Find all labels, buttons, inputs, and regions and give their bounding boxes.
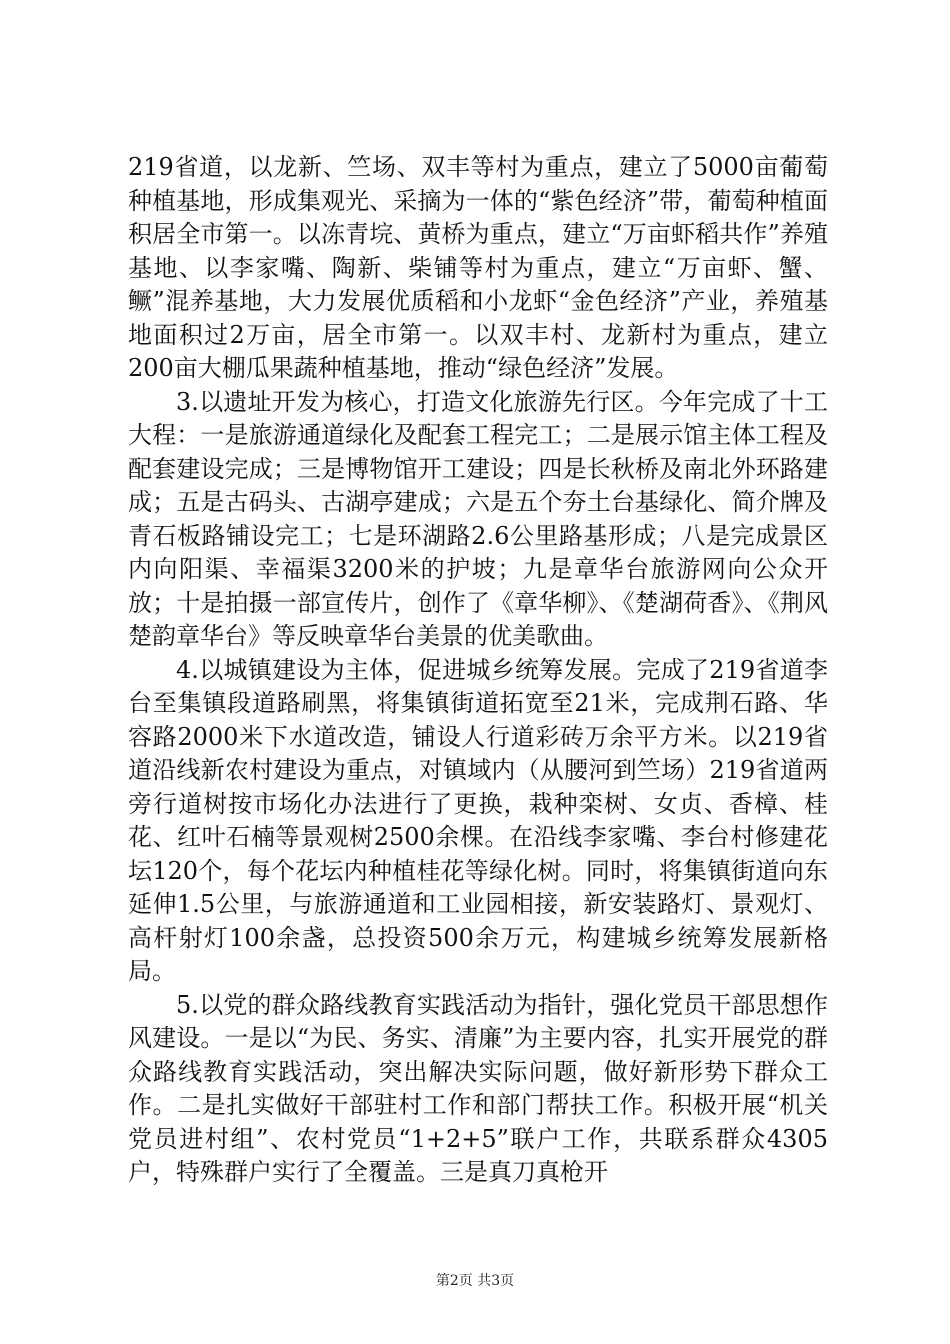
page-footer: 第2页 共3页 xyxy=(435,1273,515,1289)
document-body xyxy=(128,151,828,1190)
paragraph-5-party-work: 5.以党的群众路线教育实践活动为指针，强化党员干部思想作风建设。一是以“为民、务实、清廉”为主要内容，扎实开展党的群众路线教育实践活动，突出解决实际问题，做好新形势下群众工作。二是扎实做好干部驻村工作和部门帮扶工作。积极开展“机关党员进村组”、农村党员“1+2+5”联户工作，共联系群众4305户，特殊群户实行了全覆盖。三是真刀真枪开 xyxy=(128,990,828,1186)
paragraph-4-town-construction: 4.以城镇建设为主体，促进城乡统筹发展。完成了219省道李台至集镇段道路刷黑，将集镇街道拓宽至21米，完成荆石路、华容路2000米下水道改造，铺设人行道彩砖万余平方米。以219省道沿线新农村建设为重点，对镇域内（从腰河到竺场）219省道两旁行道树按市场化办法进行了更换，栽种栾树、女贞、香樟、桂花、红叶石楠等景观树2500余棵。在沿线李家嘴、李台村修建花坛120个，每个花坛内种植桂花等绿化树。同时，将集镇街道向东延伸1.5公里，与旅游通道和工业园相接，新安装路灯、景观灯、高杆射灯100余盏，总投资500余万元，构建城乡统筹发展新格局。 xyxy=(128,655,828,985)
paragraph-continued: 219省道，以龙新、竺场、双丰等村为重点，建立了5000亩葡萄种植基地，形成集观光、采摘为一体的“紫色经济”带，葡萄种植面积居全市第一。以冻青垸、黄桥为重点，建立“万亩虾稻共作”养殖基地、以李家嘴、陶新、柴铺等村为重点，建立“万亩虾、蟹、鳜”混养基地，大力发展优质稻和小龙虾“金色经济”产业，养殖基地面积过2万亩，居全市第一。以双丰村、龙新村为重点，建立200亩大棚瓜果蔬种植基地，推动“绿色经济”发展。 xyxy=(128,153,828,382)
paragraph-3-cultural-tourism: 3.以遗址开发为核心，打造文化旅游先行区。今年完成了十工大程：一是旅游通道绿化及配套工程完工；二是展示馆主体工程及配套建设完成；三是博物馆开工建设；四是长秋桥及南北外环路建成；五是古码头、古湖亭建成；六是五个夯土台基绿化、简介牌及青石板路铺设完工；七是环湖路2.6公里路基形成；八是完成景区内向阳渠、幸福渠3200米的护坡；九是章华台旅游网向公众开放；十是拍摄一部宣传片，创作了《章华柳》、《楚湖荷香》、《荆风楚韵章华台》等反映章华台美景的优美歌曲。 xyxy=(128,387,828,650)
